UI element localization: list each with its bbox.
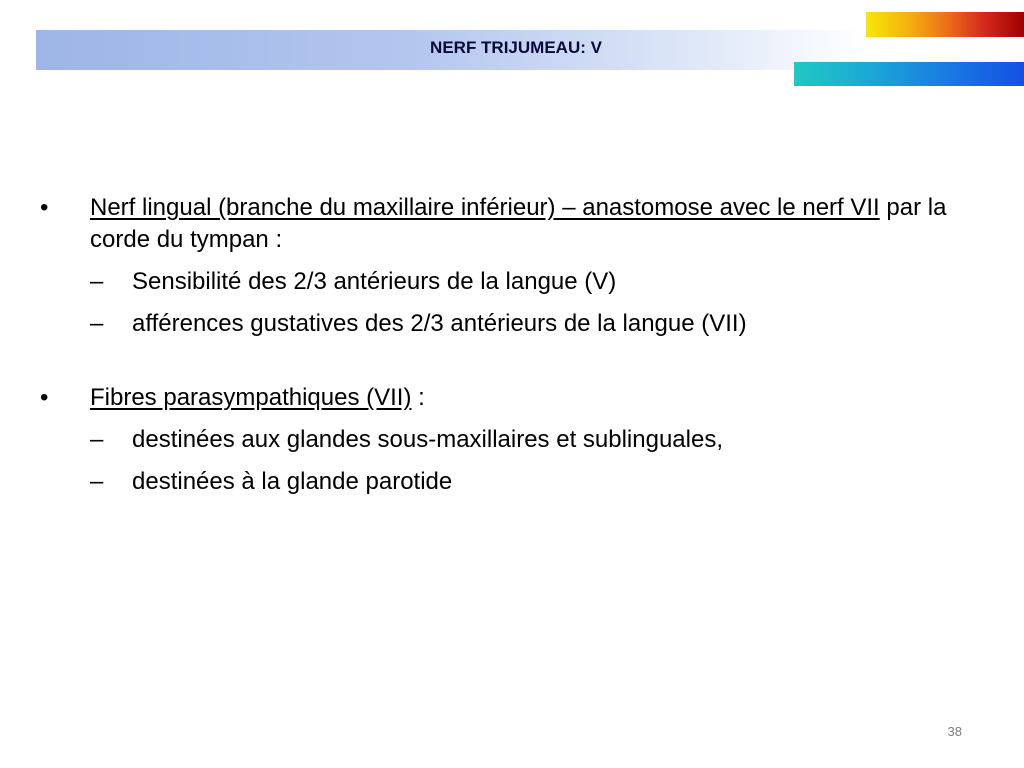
sub-item-text: Sensibilité des 2/3 antérieurs de la langue (V): [132, 268, 617, 295]
page-number: 38: [947, 724, 962, 739]
sub-item-text: destinées à la glande parotide: [132, 468, 453, 495]
slide-title: NERF TRIJUMEAU: V: [430, 38, 602, 57]
bullet-marker: •: [40, 194, 49, 221]
dash-marker: –: [90, 468, 104, 495]
sub-item-text: destinées aux glandes sous-maxillaires et sublinguales,: [132, 426, 723, 453]
sub-item-text: afférences gustatives des 2/3 antérieurs de la langue (VII): [132, 310, 747, 337]
bullet-heading: Nerf lingual (branche du maxillaire inférieur) – anastomose avec le nerf VII: [90, 194, 880, 221]
sub-item: [36, 424, 986, 456]
sub-item: [36, 308, 986, 340]
bullet-item-fibres-parasympathiques: [36, 382, 986, 414]
bullet-text: par la corde du tympan :: [90, 194, 947, 253]
dash-marker: –: [90, 268, 104, 295]
slide-body: [36, 192, 986, 498]
spacer: [36, 340, 986, 382]
bullet-heading: Fibres parasympathiques (VII): [90, 384, 412, 411]
bullet-text: :: [411, 384, 425, 411]
decorative-stripe-warm: [866, 12, 1024, 37]
bullet-marker: •: [40, 384, 49, 411]
dash-marker: –: [90, 426, 104, 453]
sub-item: [36, 466, 986, 498]
sub-item: [36, 266, 986, 298]
dash-marker: –: [90, 310, 104, 337]
decorative-stripe-cool: [794, 62, 1024, 86]
bullet-item-nerf-lingual: [36, 192, 986, 256]
